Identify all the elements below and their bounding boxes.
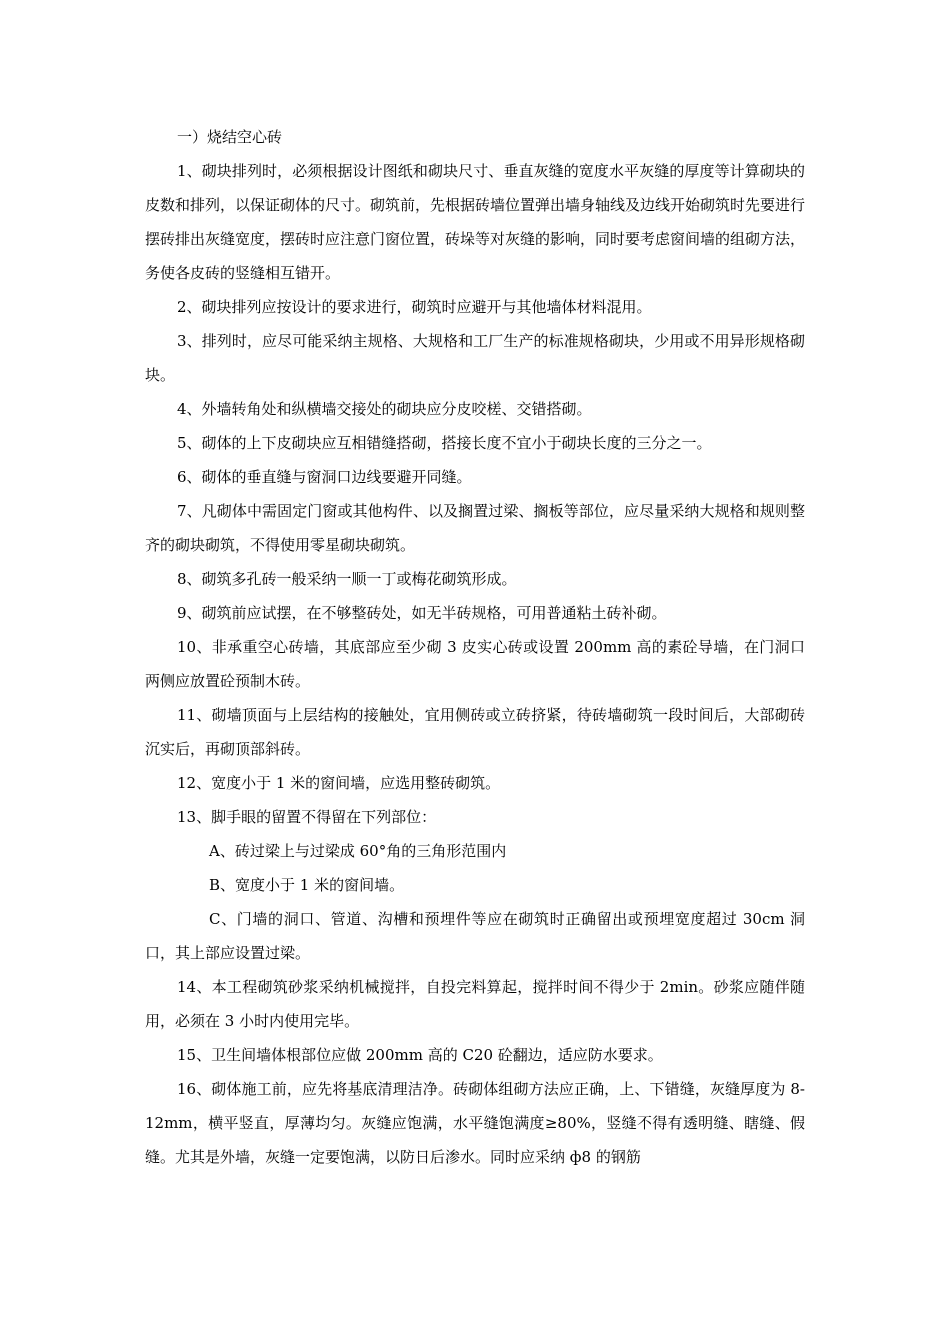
paragraph: 13、脚手眼的留置不得留在下列部位： <box>177 808 437 826</box>
paragraph: 15、卫生间墙体根部位应做 200mm 高的 C20 砼翻边，适应防水要求。 <box>177 1046 663 1064</box>
paragraph: 9、砌筑前应试摆，在不够整砖处，如无半砖规格，可用普通粘土砖补砌。 <box>177 604 667 622</box>
paragraph: 11、砌墙顶面与上层结构的接触处，宜用侧砖或立砖挤紧，待砖墙砌筑一段时间后，大部砌砖沉实后，再砌顶部斜砖。 <box>145 706 805 758</box>
paragraph: 3、排列时，应尽可能采纳主规格、大规格和工厂生产的标准规格砌块，少用或不用异形规格砌块。 <box>145 332 805 384</box>
document-body <box>145 120 805 1174</box>
paragraph-list <box>145 154 805 1174</box>
paragraph: 12、宽度小于 1 米的窗间墙，应选用整砖砌筑。 <box>177 774 501 792</box>
paragraph: 4、外墙转角处和纵横墙交接处的砌块应分皮咬槎、交错搭砌。 <box>177 400 592 418</box>
section-title: 一）烧结空心砖 <box>177 128 283 146</box>
paragraph: 10、非承重空心砖墙，其底部应至少砌 3 皮实心砖或设置 200mm 高的素砼导墙，在门洞口两侧应放置砼预制木砖。 <box>145 638 805 690</box>
paragraph: 5、砌体的上下皮砌块应互相错缝搭砌，搭接长度不宜小于砌块长度的三分之一。 <box>177 434 712 452</box>
sub-item: A、砖过梁上与过梁成 60°角的三角形范围内 <box>209 842 507 860</box>
paragraph: 6、砌体的垂直缝与窗洞口边线要避开同缝。 <box>177 468 472 486</box>
paragraph: 1、砌块排列时，必须根据设计图纸和砌块尺寸、垂直灰缝的宽度水平灰缝的厚度等计算砌块的皮数和排列，以保证砌体的尺寸。砌筑前，先根据砖墙位置弹出墙身轴线及边线开始砌筑时先要进行摆砖排出灰缝宽度，摆砖时应注意门窗位置，砖垛等对灰缝的影响，同时要考虑窗间墙的组砌方法，务使各皮砖的竖缝相互错开。 <box>145 162 806 282</box>
sub-item: B、宽度小于 1 米的窗间墙。 <box>209 876 405 894</box>
paragraph: 2、砌块排列应按设计的要求进行，砌筑时应避开与其他墙体材料混用。 <box>177 298 652 316</box>
paragraph: 16、砌体施工前，应先将基底清理洁净。砖砌体组砌方法应正确，上、下错缝，灰缝厚度为 8-12mm，横平竖直，厚薄均匀。灰缝应饱满，水平缝饱满度≥80%，竖缝不得有透明缝、瞎缝、假缝。尤其是外墙，灰缝一定要饱满，以防日后渗水。同时应采纳 ф8 的钢筋 <box>145 1080 805 1166</box>
paragraph: 7、凡砌体中需固定门窗或其他构件、以及搁置过梁、搁板等部位，应尽量采纳大规格和规则整齐的砌块砌筑，不得使用零星砌块砌筑。 <box>145 502 805 554</box>
sub-item: C、门墙的洞口、管道、沟槽和预埋件等应在砌筑时正确留出或预埋宽度超过 30cm 洞口，其上部应设置过梁。 <box>145 910 805 962</box>
paragraph: 8、砌筑多孔砖一般采纳一顺一丁或梅花砌筑形成。 <box>177 570 517 588</box>
paragraph: 14、本工程砌筑砂浆采纳机械搅拌，自投完料算起，搅拌时间不得少于 2min。砂浆应随伴随用，必须在 3 小时内使用完毕。 <box>145 978 805 1030</box>
